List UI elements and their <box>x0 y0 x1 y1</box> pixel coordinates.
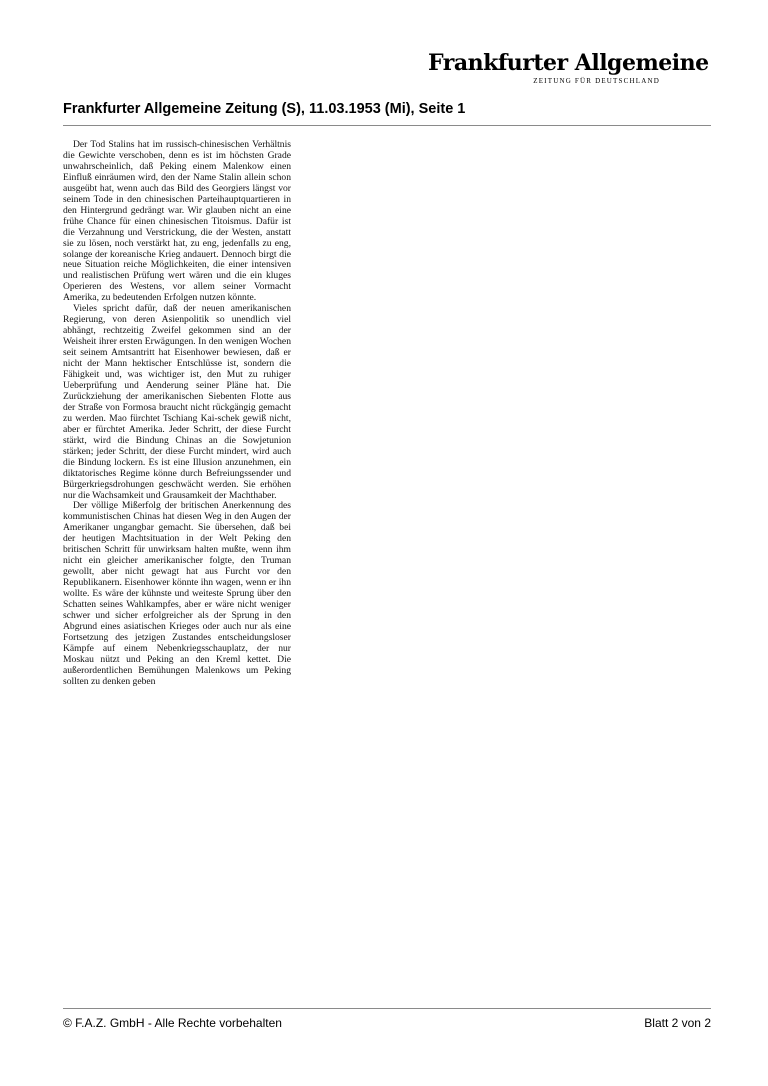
article-paragraph: Vieles spricht dafür, daß der neuen amerikanischen Regierung, von deren Asienpolitik so unendlich viel abhängt, rechtzeitig Zweifel gekommen sind an der Weisheit ihrer ersten Erwägungen. In den wenigen Wochen seit seinem Amtsantritt hat Eisenhower bewiesen, daß er nicht der Mann hektischer Entschlüsse ist, sondern die Fähigkeit und, was wichtiger ist, den Mut zu ruhiger Ueberprüfung und Aenderung seiner Pläne hat. Die Zurückziehung der amerikanischen Siebenten Flotte aus der Straße von Formosa braucht nicht rückgängig gemacht zu werden. Mao fürchtet Tschiang Kai-schek gewiß nicht, aber er fürchtet Amerika. Jeder Schritt, der diese Furcht stärkt, wird die Bindung Chinas an die Sowjetunion stärken; jeder Schritt, der diese Furcht mindert, wird auch die Bindung lockern. Es ist eine Illusion anzunehmen, ein diktatorisches Regime könne durch Befreiungssender und Bürgerkriegsdrohungen geschwächt werden. Sie erhöhen nur die Wachsamkeit und Grausamkeit der Machthaber. <box>63 303 291 501</box>
article-paragraph: Der Tod Stalins hat im russisch-chinesischen Verhältnis die Gewichte verschoben, denn es ist im höchsten Grade unwahrscheinlich, daß Peking einem Malenkow einen Einfluß einräumen wird, den der Name Stalin allein schon ausgeübt hat, wenn auch das Bild des Georgiers längst vor seinem Tode in den chinesischen Parteihauptquartieren in den Hintergrund gedrängt war. Wir glauben nicht an eine frühe Chance für einen chinesischen Titoismus. Dafür ist die Verzahnung und Verstrickung, die der Westen, anstatt sie zu lösen, noch verstärkt hat, zu eng, jedenfalls zu eng, solange der koreanische Krieg andauert. Dennoch birgt die neue Situation reiche Möglichkeiten, die einer intensiven und realistischen Prüfung wert wären und die ein kluges Operieren des Westens, vor allem seiner Vormacht Amerika, zu bedeutenden Erfolgen nutzen könnte. <box>63 139 291 304</box>
article-paragraph: Der völlige Mißerfolg der britischen Anerkennung des kommunistischen Chinas hat diesen Weg in den Augen der Amerikaner ungangbar gemacht. Sie übersehen, daß bei der heutigen Machtsituation in der Welt Peking den britischen Schritt für unwirksam halten mußte, wenn ihm nicht ein gleicher amerikanischer folgte, den Truman gewollt, aber nicht gewagt hat aus Furcht vor den Republikanern. Eisenhower könnte ihn wagen, wenn er ihn wollte. Es wäre der kühnste und weiteste Sprung über den Schatten seines Wahlkampfes, aber er wäre nicht weniger schwer und sicher erfolgreicher als der Sprung in den Abgrund eines asiatischen Krieges oder auch nur als eine Fortsetzung des jetzigen Zustandes entscheidungsloser Kämpfe auf einem Nebenkriegsschauplatz, der nur Moskau nützt und Peking an den Kreml kettet. Die außerordentlichen Bemühungen Malenkows um Peking sollten zu denken geben <box>63 500 291 687</box>
masthead-logo <box>428 50 709 85</box>
page-indicator: Blatt 2 von 2 <box>644 1016 711 1030</box>
masthead-subtitle: ZEITUNG FÜR DEUTSCHLAND <box>533 77 660 85</box>
document-header: Frankfurter Allgemeine Zeitung (S), 11.03.1953 (Mi), Seite 1 <box>63 101 466 117</box>
masthead-title: Frankfurter Allgemeine <box>428 50 709 76</box>
article-body <box>63 140 291 688</box>
header-divider <box>63 125 711 126</box>
copyright-notice: © F.A.Z. GmbH - Alle Rechte vorbehalten <box>63 1016 282 1030</box>
footer-divider <box>63 1008 711 1009</box>
